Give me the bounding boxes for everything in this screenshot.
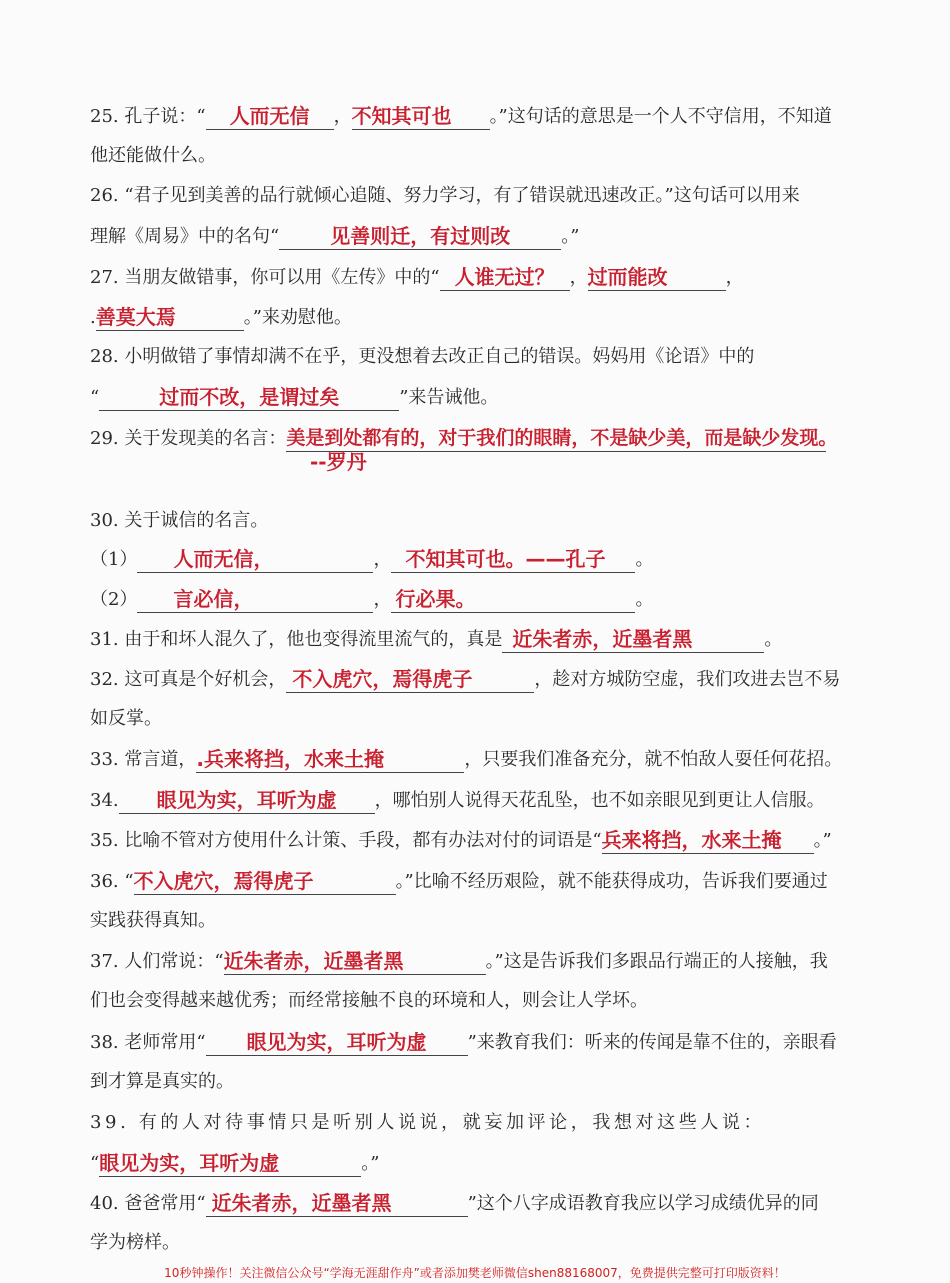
q27-blank3: 善莫大焉 — [96, 304, 244, 331]
q29-author: --罗丹 — [310, 450, 367, 474]
q34-blank1: 眼见为实，耳听为虚 — [119, 787, 375, 814]
q35-line1: 35. 比喻不管对方使用什么计策、手段，都有办法对付的词语是“ 兵来将挡，水来土掩 。” — [90, 828, 832, 852]
q37-line1: 37. 人们常说：“ 近朱者赤，近墨者黑 。”这是告诉我们多跟品行端正的人接触，我 — [90, 949, 828, 973]
q38-blank1: 眼见为实，耳听为虚 — [206, 1029, 468, 1056]
q31-line1: 31. 由于和坏人混久了，他也变得流里流气的，真是 近朱者赤，近墨者黑 。 — [90, 627, 783, 651]
q27-blank2: 过而能改 — [588, 264, 726, 291]
q40-blank1: 近朱者赤，近墨者黑 — [206, 1190, 468, 1217]
q27-line1: 27. 当朋友做错事，你可以用《左传》中的“ 人谁无过？ ， 过而能改 ， — [90, 265, 744, 289]
q28-line2: “ 过而不改，是谓过矣 ”来告诫他。 — [90, 385, 499, 409]
q32-line2: 如反掌。 — [90, 708, 162, 729]
q36-blank1: 不入虎穴，焉得虎子 — [134, 868, 396, 895]
q34-line1: 34. 眼见为实，耳听为虚 ，哪怕别人说得天花乱坠，也不如亲眼见到更让人信服。 — [90, 788, 825, 812]
q37-blank1: 近朱者赤，近墨者黑 — [224, 948, 486, 975]
q29-line1: 29. 关于发现美的名言： 美是到处都有的，对于我们的眼睛，不是缺少美，而是缺少发现。 — [90, 425, 910, 452]
q35-blank1: 兵来将挡，水来土掩 — [602, 827, 814, 854]
footer-promo-text: 10秒钟操作！关注微信公众号“学海无涯甜作舟”或者添加樊老师微信shen88168007，免费提供完整可打印版资料！ — [164, 1266, 786, 1280]
q28-blank1: 过而不改，是谓过矣 — [99, 384, 399, 411]
q26-line1: 26. “君子见到美善的品行就倾心追随、努力学习，有了错误就迅速改正。”这句话可以用来 — [90, 185, 800, 206]
q39-line1: 39. 有的人对待事情只是听别人说说，就妄加评论，我想对这些人说： — [90, 1112, 766, 1133]
q36-line2: 实践获得真知。 — [90, 910, 216, 931]
q33-line1: 33. 常言道， .兵来将挡，水来土掩 ，只要我们准备充分，就不怕敌人耍任何花招。 — [90, 747, 843, 771]
q25-blank1: 人而无信 — [206, 103, 334, 130]
q31-blank1: 近朱者赤，近墨者黑 — [502, 626, 764, 653]
q28-line1: 28. 小明做错了事情却满不在乎，更没想着去改正自己的错误。妈妈用《论语》中的 — [90, 346, 755, 367]
q32-line1: 32. 这可真是个好机会， 不入虎穴，焉得虎子 ，趁对方城防空虚，我们攻进去岂不易 — [90, 667, 841, 691]
q25-line1: 25. 孔子说：“ 人而无信 ， 不知其可也 。”这句话的意思是一个人不守信用，不知道 — [90, 104, 832, 128]
q30-row1: （1） 人而无信， ， 不知其可也。——孔子 。 — [90, 547, 654, 571]
q30-row2-blank1: 言必信， — [137, 586, 373, 613]
q32-blank1: 不入虎穴，焉得虎子 — [286, 666, 534, 693]
q27-blank1: 人谁无过？ — [440, 264, 570, 291]
q27-line2: . 善莫大焉 。”来劝慰他。 — [90, 305, 352, 329]
q37-line2: 们也会变得越来越优秀；而经常接触不良的环境和人，则会让人学坏。 — [90, 990, 648, 1011]
q38-line1: 38. 老师常用“ 眼见为实，耳听为虚 ”来教育我们：听来的传闻是靠不住的，亲眼看 — [90, 1030, 837, 1054]
q26-line2: 理解《周易》中的名句“ 见善则迁，有过则改 。” — [90, 224, 580, 248]
q25-line2: 他还能做什么。 — [90, 145, 216, 166]
q26-blank1: 见善则迁，有过则改 — [279, 223, 561, 250]
q30-row1-blank2: 不知其可也。——孔子 — [391, 546, 635, 573]
q30-title: 30. 关于诚信的名言。 — [90, 510, 269, 531]
q30-row2-blank2: 行必果。 — [391, 586, 635, 613]
q29-blank1: 美是到处都有的，对于我们的眼睛，不是缺少美，而是缺少发现。 — [286, 425, 826, 452]
q39-line2: “ 眼见为实，耳听为虚 。” — [90, 1151, 380, 1175]
q36-line1: 36. “ 不入虎穴，焉得虎子 。”比喻不经历艰险，就不能获得成功，告诉我们要通过 — [90, 869, 828, 893]
q30-row1-blank1: 人而无信， — [137, 546, 373, 573]
q40-line2: 学为榜样。 — [90, 1232, 180, 1253]
q39-blank1: 眼见为实，耳听为虚 — [99, 1150, 361, 1177]
q30-row2: （2） 言必信， ， 行必果。 。 — [90, 587, 654, 611]
q33-blank1: .兵来将挡，水来土掩 — [196, 746, 464, 773]
q25-blank2: 不知其可也 — [352, 103, 490, 130]
q38-line2: 到才算是真实的。 — [90, 1071, 234, 1092]
q40-line1: 40. 爸爸常用“ 近朱者赤，近墨者黑 ”这个八字成语教育我应以学习成绩优异的同 — [90, 1191, 819, 1215]
